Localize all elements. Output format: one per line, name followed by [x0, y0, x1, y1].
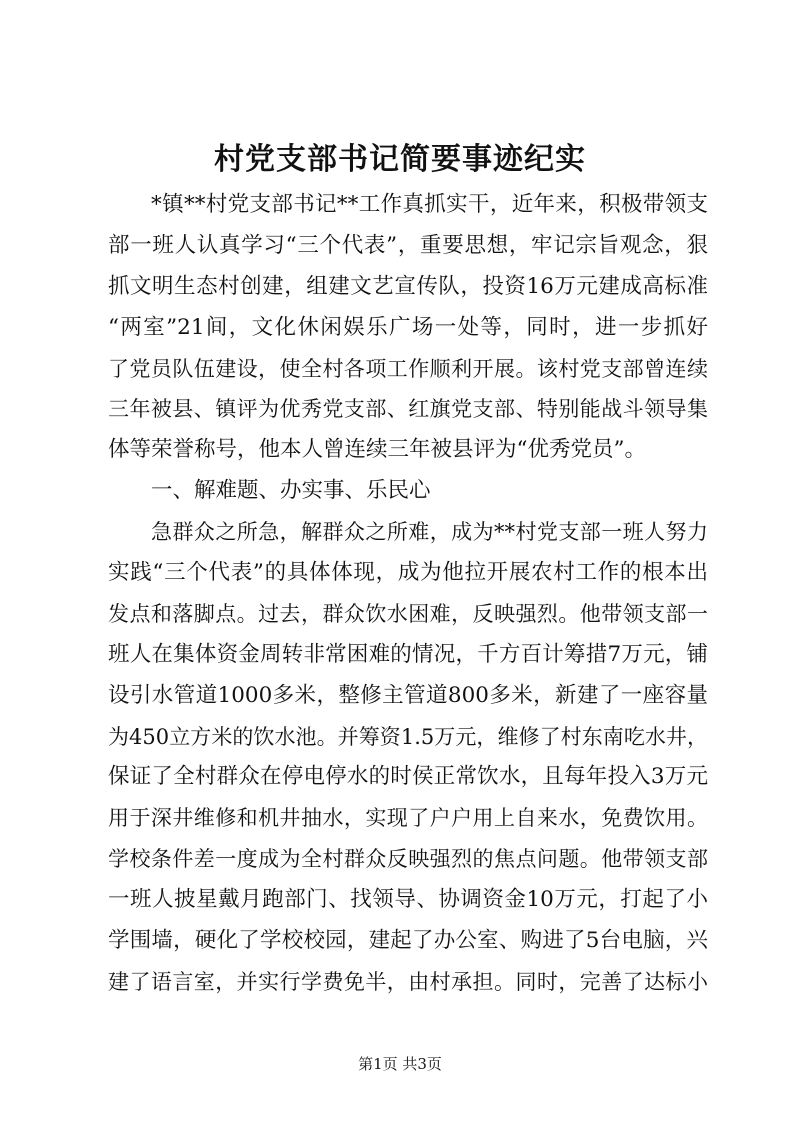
paragraph-line: 实践“三个代表”的具体体现，成为他拉开展农村工作的根本出	[108, 560, 708, 586]
document-body	[108, 185, 708, 1003]
paragraph-line: 体等荣誉称号，他本人曾连续三年被县评为“优秀党员”。	[108, 437, 646, 463]
paragraph-line: 保证了全村群众在停电停水的时侯正常饮水，且每年投入3万元	[108, 764, 708, 790]
paragraph-line: *镇**村党支部书记**工作真抓实干，近年来，积极带领支	[151, 192, 708, 217]
paragraph-line: 学围墙，硬化了学校校园，建起了办公室、购进了5台电脑，兴	[108, 928, 708, 954]
document-title: 村党支部书记简要事迹纪实	[214, 142, 586, 177]
paragraph-line: 设引水管道1000多米，整修主管道800多米，新建了一座容量	[108, 682, 708, 708]
paragraph-line: “两室”21间，文化休闲娱乐广场一处等，同时，进一步抓好	[108, 314, 708, 340]
paragraph-line: 抓文明生态村创建，组建文艺宣传队，投资16万元建成高标准	[108, 273, 708, 299]
paragraph-line: 了党员队伍建设，使全村各项工作顺利开展。该村党支部曾连续	[108, 356, 708, 381]
paragraph-line: 发点和落脚点。过去，群众饮水困难，反映强烈。他带领支部一	[108, 601, 708, 626]
section-heading: 一、解难题、办实事、乐民心	[151, 478, 431, 504]
paragraph-line: 学校条件差一度成为全村群众反映强烈的焦点问题。他带领支部	[108, 847, 708, 872]
page-footer: 第1页 共3页	[358, 1055, 442, 1073]
paragraph-line: 班人在集体资金周转非常困难的情况，千方百计筹措7万元，铺	[108, 641, 708, 667]
paragraph-line: 急群众之所急，解群众之所难，成为**村党支部一班人努力	[151, 520, 708, 545]
paragraph-line: 三年被县、镇评为优秀党支部、红旗党支部、特别能战斗领导集	[108, 397, 708, 422]
paragraph-line: 为450立方米的饮水池。并筹资1.5万元，维修了村东南吃水井，	[108, 724, 708, 749]
paragraph-line: 用于深井维修和机井抽水，实现了户户用上自来水，免费饮用。	[108, 806, 708, 831]
paragraph-line: 部一班人认真学习“三个代表”，重要思想，牢记宗旨观念，狠	[108, 232, 708, 258]
paragraph-line: 一班人披星戴月跑部门、找领导、协调资金10万元，打起了小	[108, 887, 708, 913]
paragraph-line: 建了语言室，并实行学费免半，由村承担。同时，完善了达标小	[108, 969, 708, 994]
